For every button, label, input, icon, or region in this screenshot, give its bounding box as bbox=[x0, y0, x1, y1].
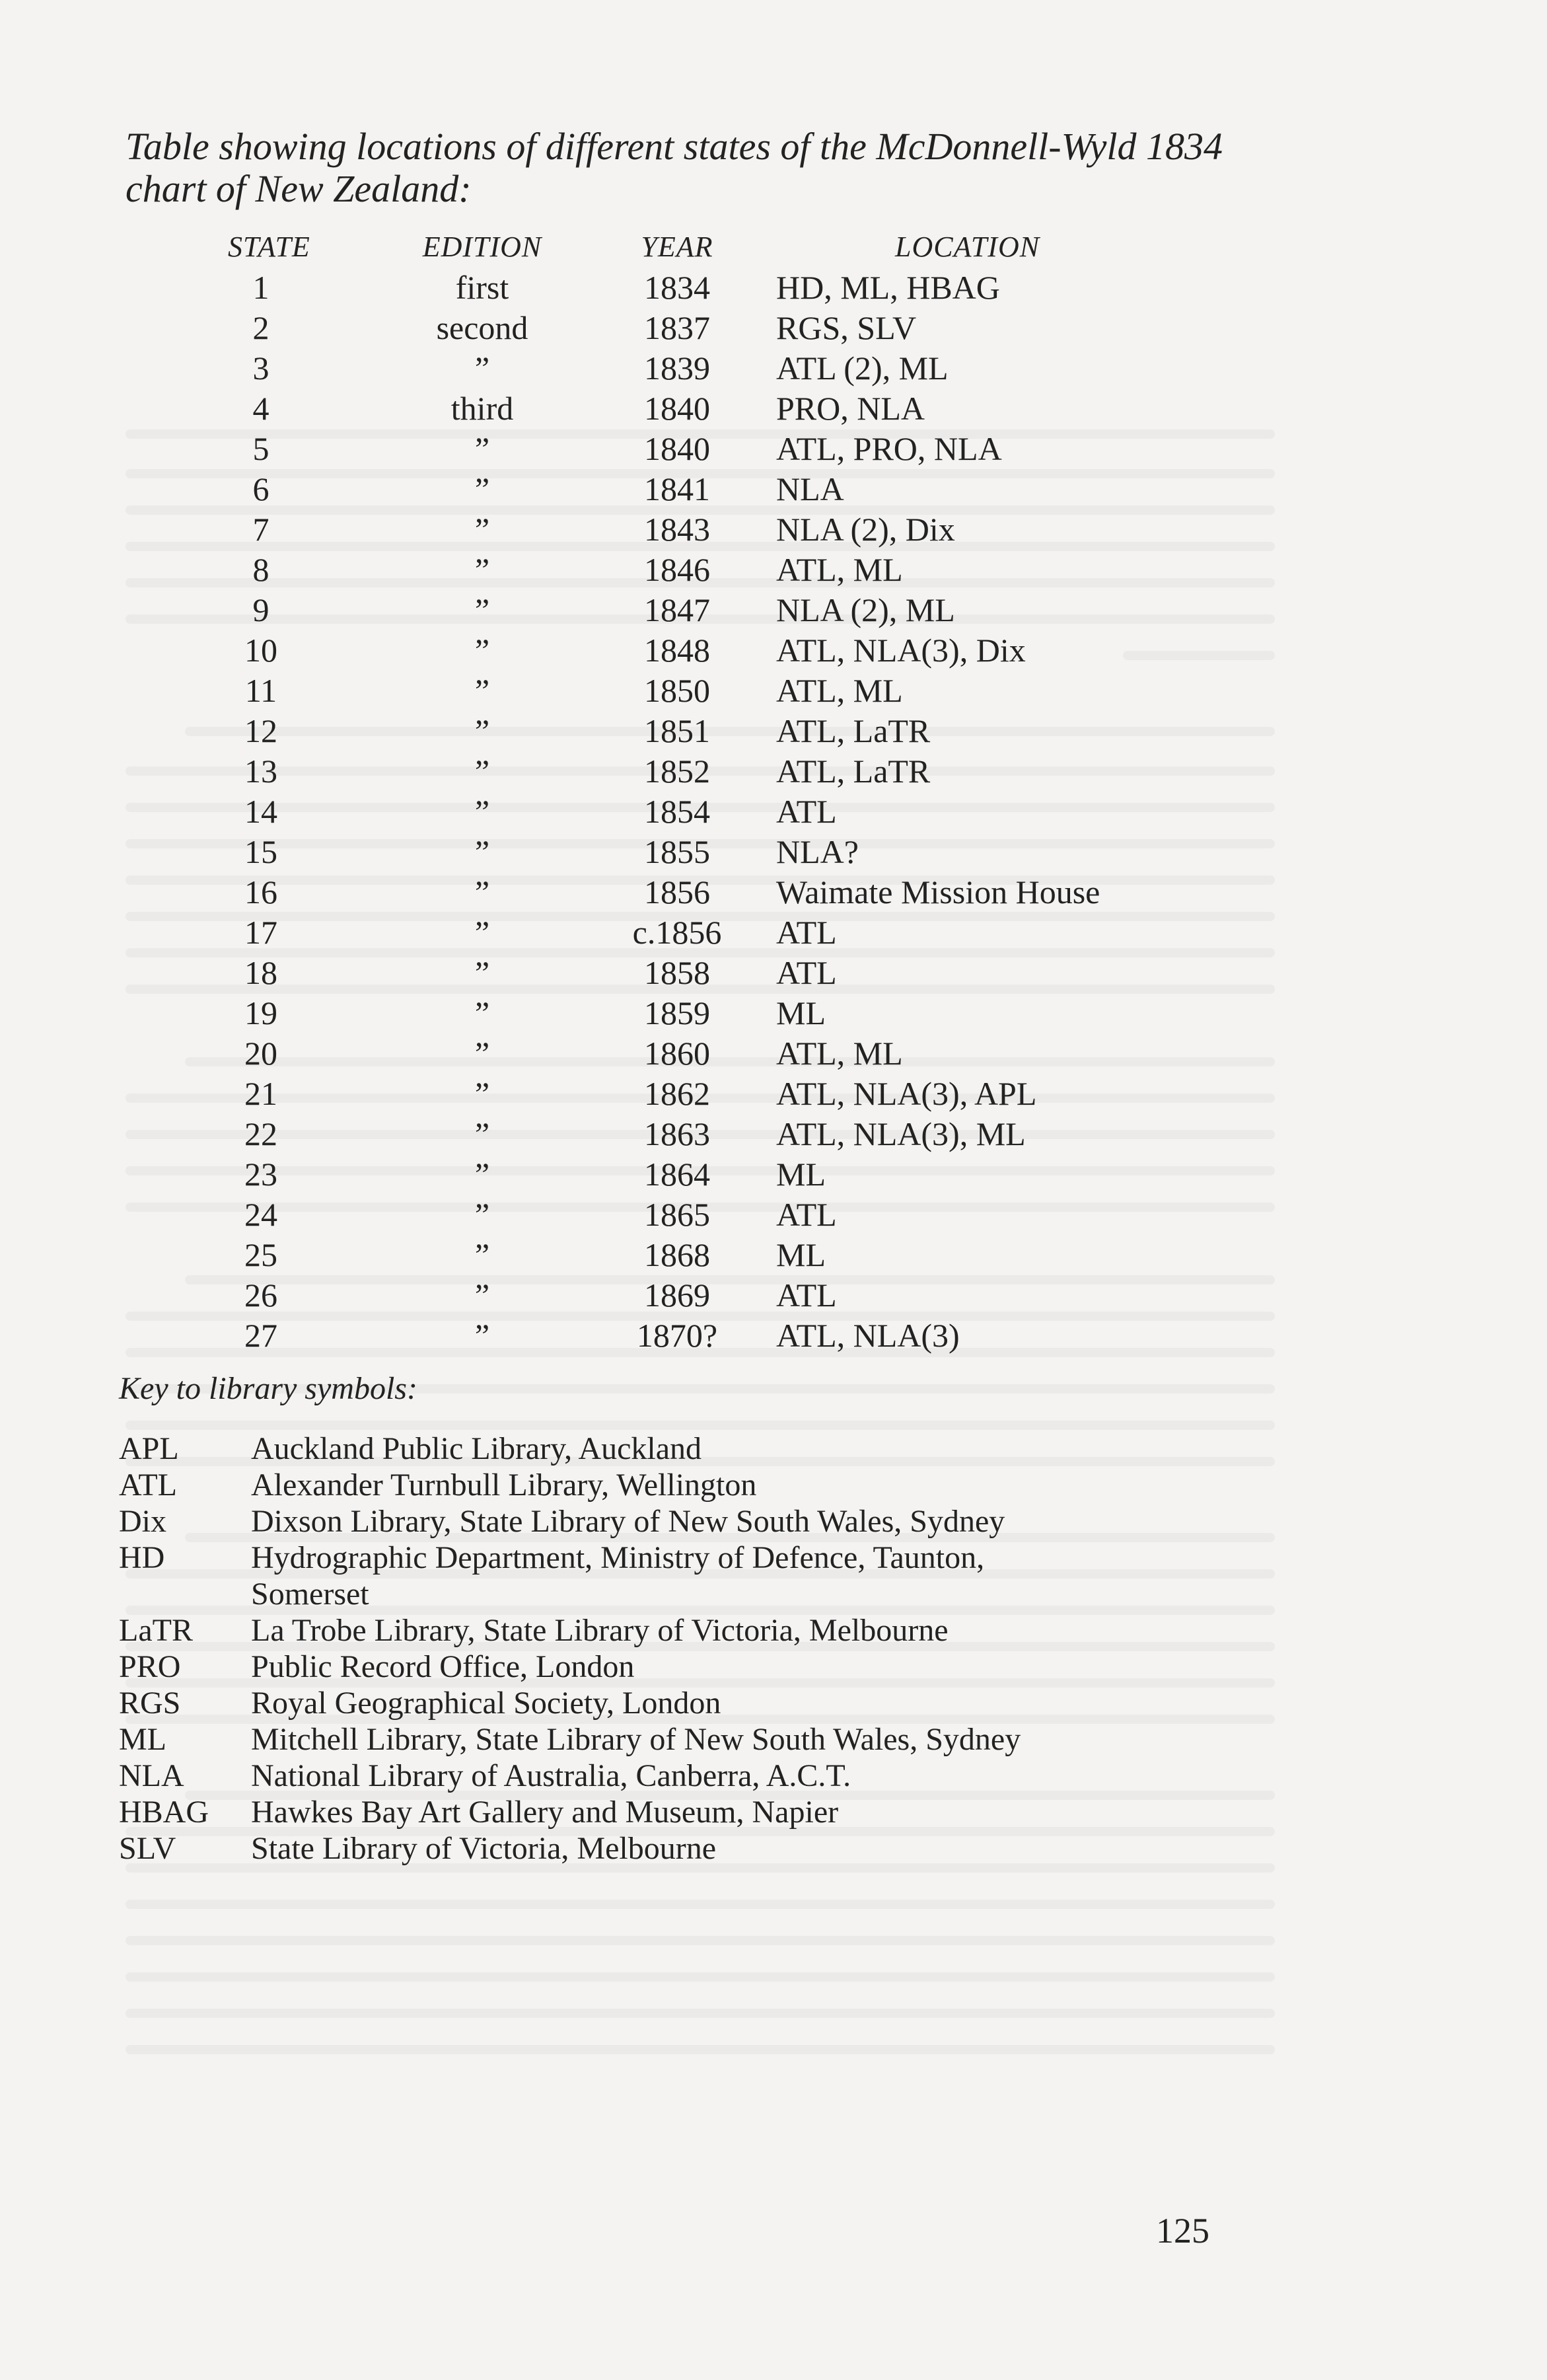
state-cell: 12 bbox=[244, 712, 277, 749]
table-row bbox=[126, 1115, 1288, 1155]
state-cell: 7 bbox=[252, 511, 270, 548]
key-entry bbox=[119, 1649, 1308, 1685]
year-cell: 1848 bbox=[644, 632, 710, 669]
key-library-name: La Trobe Library, State Library of Victoria, Melbourne bbox=[251, 1613, 949, 1648]
key-abbreviation: SLV bbox=[119, 1831, 176, 1866]
state-cell: 25 bbox=[244, 1236, 277, 1273]
ghost-text-line bbox=[126, 1972, 1275, 1982]
states-table bbox=[126, 230, 1288, 1357]
state-cell: 2 bbox=[252, 309, 270, 346]
key-library-name: Hawkes Bay Art Gallery and Museum, Napier bbox=[251, 1795, 839, 1830]
location-cell: ATL (2), ML bbox=[776, 350, 949, 387]
ghost-text-line bbox=[126, 2045, 1275, 2054]
edition-cell: ” bbox=[474, 1156, 490, 1193]
year-cell: 1846 bbox=[644, 551, 710, 588]
key-entry bbox=[119, 1685, 1308, 1721]
year-cell: 1834 bbox=[644, 269, 710, 306]
location-cell: ATL, ML bbox=[776, 551, 903, 588]
state-cell: 11 bbox=[244, 672, 277, 709]
edition-cell: ” bbox=[474, 1115, 490, 1152]
state-cell: 9 bbox=[252, 591, 270, 628]
table-row bbox=[126, 712, 1288, 752]
edition-cell: first bbox=[455, 269, 509, 306]
key-library-name: Hydrographic Department, Ministry of Defence, Taunton, Somerset bbox=[251, 1540, 985, 1612]
edition-cell: ” bbox=[474, 1277, 490, 1314]
key-abbreviation: ML bbox=[119, 1722, 166, 1757]
key-abbreviation: APL bbox=[119, 1431, 179, 1466]
key-library-name: National Library of Australia, Canberra, A.C.T. bbox=[251, 1758, 851, 1793]
state-cell: 17 bbox=[244, 914, 277, 951]
state-cell: 13 bbox=[244, 753, 277, 790]
year-cell: 1850 bbox=[644, 672, 710, 709]
state-cell: 19 bbox=[244, 994, 277, 1031]
edition-cell: ” bbox=[474, 1196, 490, 1233]
table-row bbox=[126, 752, 1288, 792]
table-row bbox=[126, 268, 1288, 309]
key-library-name: Public Record Office, London bbox=[251, 1649, 635, 1684]
key-entry bbox=[119, 1758, 1308, 1794]
table-body bbox=[126, 268, 1288, 1357]
ghost-text-line bbox=[126, 1421, 1275, 1430]
state-cell: 20 bbox=[244, 1035, 277, 1072]
edition-cell: ” bbox=[474, 1075, 490, 1112]
location-cell: ATL bbox=[776, 793, 837, 830]
location-cell: NLA (2), Dix bbox=[776, 511, 955, 548]
state-cell: 3 bbox=[252, 350, 270, 387]
location-cell: ATL, NLA(3), ML bbox=[776, 1115, 1026, 1152]
table-row bbox=[126, 873, 1288, 913]
year-cell: 1870? bbox=[636, 1317, 718, 1354]
state-cell: 16 bbox=[244, 874, 277, 911]
state-cell: 10 bbox=[244, 632, 277, 669]
key-entry bbox=[119, 1467, 1308, 1503]
location-cell: RGS, SLV bbox=[776, 309, 917, 346]
table-row bbox=[126, 1034, 1288, 1074]
table-row bbox=[126, 550, 1288, 591]
table-row bbox=[126, 309, 1288, 349]
ghost-text-line bbox=[126, 2009, 1275, 2018]
state-cell: 26 bbox=[244, 1277, 277, 1314]
table-row bbox=[126, 1155, 1288, 1195]
key-entry bbox=[119, 1794, 1308, 1830]
location-cell: ATL, LaTR bbox=[776, 753, 931, 790]
table-row bbox=[126, 792, 1288, 833]
key-abbreviation: LaTR bbox=[119, 1613, 193, 1648]
ghost-text-line bbox=[126, 1936, 1275, 1945]
header-location: LOCATION bbox=[895, 231, 1040, 263]
edition-cell: ” bbox=[474, 954, 490, 991]
location-cell: ATL, ML bbox=[776, 1035, 903, 1072]
key-library-name: Auckland Public Library, Auckland bbox=[251, 1431, 702, 1466]
table-row bbox=[126, 349, 1288, 389]
edition-cell: ” bbox=[474, 1236, 490, 1273]
table-row bbox=[126, 510, 1288, 550]
table-row bbox=[126, 953, 1288, 994]
table-row bbox=[126, 913, 1288, 953]
edition-cell: ” bbox=[474, 591, 490, 628]
location-cell: ATL bbox=[776, 954, 837, 991]
state-cell: 23 bbox=[244, 1156, 277, 1193]
table-header-row bbox=[126, 230, 1288, 268]
edition-cell: ” bbox=[474, 994, 490, 1031]
year-cell: 1841 bbox=[644, 470, 710, 507]
state-cell: 22 bbox=[244, 1115, 277, 1152]
location-cell: ATL bbox=[776, 1196, 837, 1233]
location-cell: ATL, LaTR bbox=[776, 712, 931, 749]
key-entry bbox=[119, 1612, 1308, 1649]
key-entry bbox=[119, 1830, 1308, 1867]
table-row bbox=[126, 1074, 1288, 1115]
key-library-name: Mitchell Library, State Library of New South Wales, Sydney bbox=[251, 1722, 1021, 1757]
state-cell: 4 bbox=[252, 390, 270, 427]
state-cell: 14 bbox=[244, 793, 277, 830]
location-cell: ATL bbox=[776, 1277, 837, 1314]
year-cell: 1865 bbox=[644, 1196, 710, 1233]
location-cell: ATL, NLA(3) bbox=[776, 1317, 960, 1354]
location-cell: ATL, PRO, NLA bbox=[776, 430, 1002, 467]
key-title: Key to library symbols: bbox=[119, 1371, 417, 1406]
state-cell: 18 bbox=[244, 954, 277, 991]
year-cell: 1859 bbox=[644, 994, 710, 1031]
state-cell: 27 bbox=[244, 1317, 277, 1354]
year-cell: 1869 bbox=[644, 1277, 710, 1314]
table-row bbox=[126, 994, 1288, 1034]
table-row bbox=[126, 1316, 1288, 1357]
edition-cell: ” bbox=[474, 672, 490, 709]
location-cell: ML bbox=[776, 1236, 826, 1273]
state-cell: 5 bbox=[252, 430, 270, 467]
ghost-text-line bbox=[126, 1900, 1275, 1909]
edition-cell: ” bbox=[474, 914, 490, 951]
key-abbreviation: Dix bbox=[119, 1504, 166, 1539]
year-cell: 1863 bbox=[644, 1115, 710, 1152]
location-cell: NLA? bbox=[776, 833, 859, 870]
table-row bbox=[126, 429, 1288, 470]
edition-cell: ” bbox=[474, 632, 490, 669]
year-cell: 1864 bbox=[644, 1156, 710, 1193]
key-entry bbox=[119, 1721, 1308, 1758]
location-cell: Waimate Mission House bbox=[776, 874, 1100, 911]
key-list bbox=[119, 1431, 1308, 1867]
state-cell: 24 bbox=[244, 1196, 277, 1233]
key-entry bbox=[119, 1540, 1308, 1612]
edition-cell: ” bbox=[474, 511, 490, 548]
location-cell: ATL bbox=[776, 914, 837, 951]
key-entry bbox=[119, 1503, 1308, 1540]
year-cell: 1839 bbox=[644, 350, 710, 387]
edition-cell: ” bbox=[474, 874, 490, 911]
edition-cell: ” bbox=[474, 753, 490, 790]
edition-cell: ” bbox=[474, 430, 490, 467]
table-caption: Table showing locations of different states of the McDonnell-Wyld 1834 chart of New Zealand: bbox=[126, 125, 1223, 210]
table-row bbox=[126, 470, 1288, 510]
table-row bbox=[126, 389, 1288, 429]
table-row bbox=[126, 1276, 1288, 1316]
year-cell: 1854 bbox=[644, 793, 710, 830]
page-number: 125 bbox=[1156, 2211, 1209, 2250]
year-cell: 1837 bbox=[644, 309, 710, 346]
key-abbreviation: PRO bbox=[119, 1649, 181, 1684]
state-cell: 15 bbox=[244, 833, 277, 870]
location-cell: ATL, NLA(3), Dix bbox=[776, 632, 1026, 669]
year-cell: 1840 bbox=[644, 390, 710, 427]
table-row bbox=[126, 671, 1288, 712]
state-cell: 1 bbox=[252, 269, 270, 306]
key-abbreviation: ATL bbox=[119, 1468, 177, 1503]
location-cell: ATL, NLA(3), APL bbox=[776, 1075, 1037, 1112]
edition-cell: ” bbox=[474, 1317, 490, 1354]
table-row bbox=[126, 1195, 1288, 1236]
key-library-name: State Library of Victoria, Melbourne bbox=[251, 1831, 717, 1866]
year-cell: 1860 bbox=[644, 1035, 710, 1072]
location-cell: ML bbox=[776, 1156, 826, 1193]
location-cell: ATL, ML bbox=[776, 672, 903, 709]
edition-cell: ” bbox=[474, 1035, 490, 1072]
edition-cell: second bbox=[436, 309, 528, 346]
year-cell: 1851 bbox=[644, 712, 710, 749]
table-row bbox=[126, 631, 1288, 671]
location-cell: HD, ML, HBAG bbox=[776, 269, 1000, 306]
edition-cell: ” bbox=[474, 712, 490, 749]
location-cell: NLA (2), ML bbox=[776, 591, 955, 628]
edition-cell: ” bbox=[474, 470, 490, 507]
key-abbreviation: HD bbox=[119, 1540, 165, 1575]
header-edition: EDITION bbox=[422, 231, 542, 263]
edition-cell: ” bbox=[474, 793, 490, 830]
year-cell: 1862 bbox=[644, 1075, 710, 1112]
year-cell: 1856 bbox=[644, 874, 710, 911]
year-cell: 1855 bbox=[644, 833, 710, 870]
header-state: STATE bbox=[228, 231, 310, 263]
year-cell: 1840 bbox=[644, 430, 710, 467]
year-cell: c.1856 bbox=[632, 914, 722, 951]
year-cell: 1843 bbox=[644, 511, 710, 548]
edition-cell: third bbox=[450, 390, 514, 427]
key-entry bbox=[119, 1431, 1308, 1467]
table-row bbox=[126, 591, 1288, 631]
key-library-name: Alexander Turnbull Library, Wellington bbox=[251, 1468, 757, 1503]
state-cell: 21 bbox=[244, 1075, 277, 1112]
year-cell: 1868 bbox=[644, 1236, 710, 1273]
year-cell: 1858 bbox=[644, 954, 710, 991]
header-year: YEAR bbox=[641, 231, 713, 263]
year-cell: 1847 bbox=[644, 591, 710, 628]
table-row bbox=[126, 833, 1288, 873]
key-library-name: Dixson Library, State Library of New South Wales, Sydney bbox=[251, 1504, 1005, 1539]
location-cell: ML bbox=[776, 994, 826, 1031]
location-cell: PRO, NLA bbox=[776, 390, 925, 427]
location-cell: NLA bbox=[776, 470, 844, 507]
table-row bbox=[126, 1236, 1288, 1276]
edition-cell: ” bbox=[474, 551, 490, 588]
key-abbreviation: HBAG bbox=[119, 1795, 209, 1830]
key-library-name: Royal Geographical Society, London bbox=[251, 1686, 721, 1721]
key-abbreviation: RGS bbox=[119, 1686, 181, 1721]
edition-cell: ” bbox=[474, 350, 490, 387]
key-abbreviation: NLA bbox=[119, 1758, 184, 1793]
state-cell: 8 bbox=[252, 551, 270, 588]
edition-cell: ” bbox=[474, 833, 490, 870]
year-cell: 1852 bbox=[644, 753, 710, 790]
state-cell: 6 bbox=[252, 470, 270, 507]
